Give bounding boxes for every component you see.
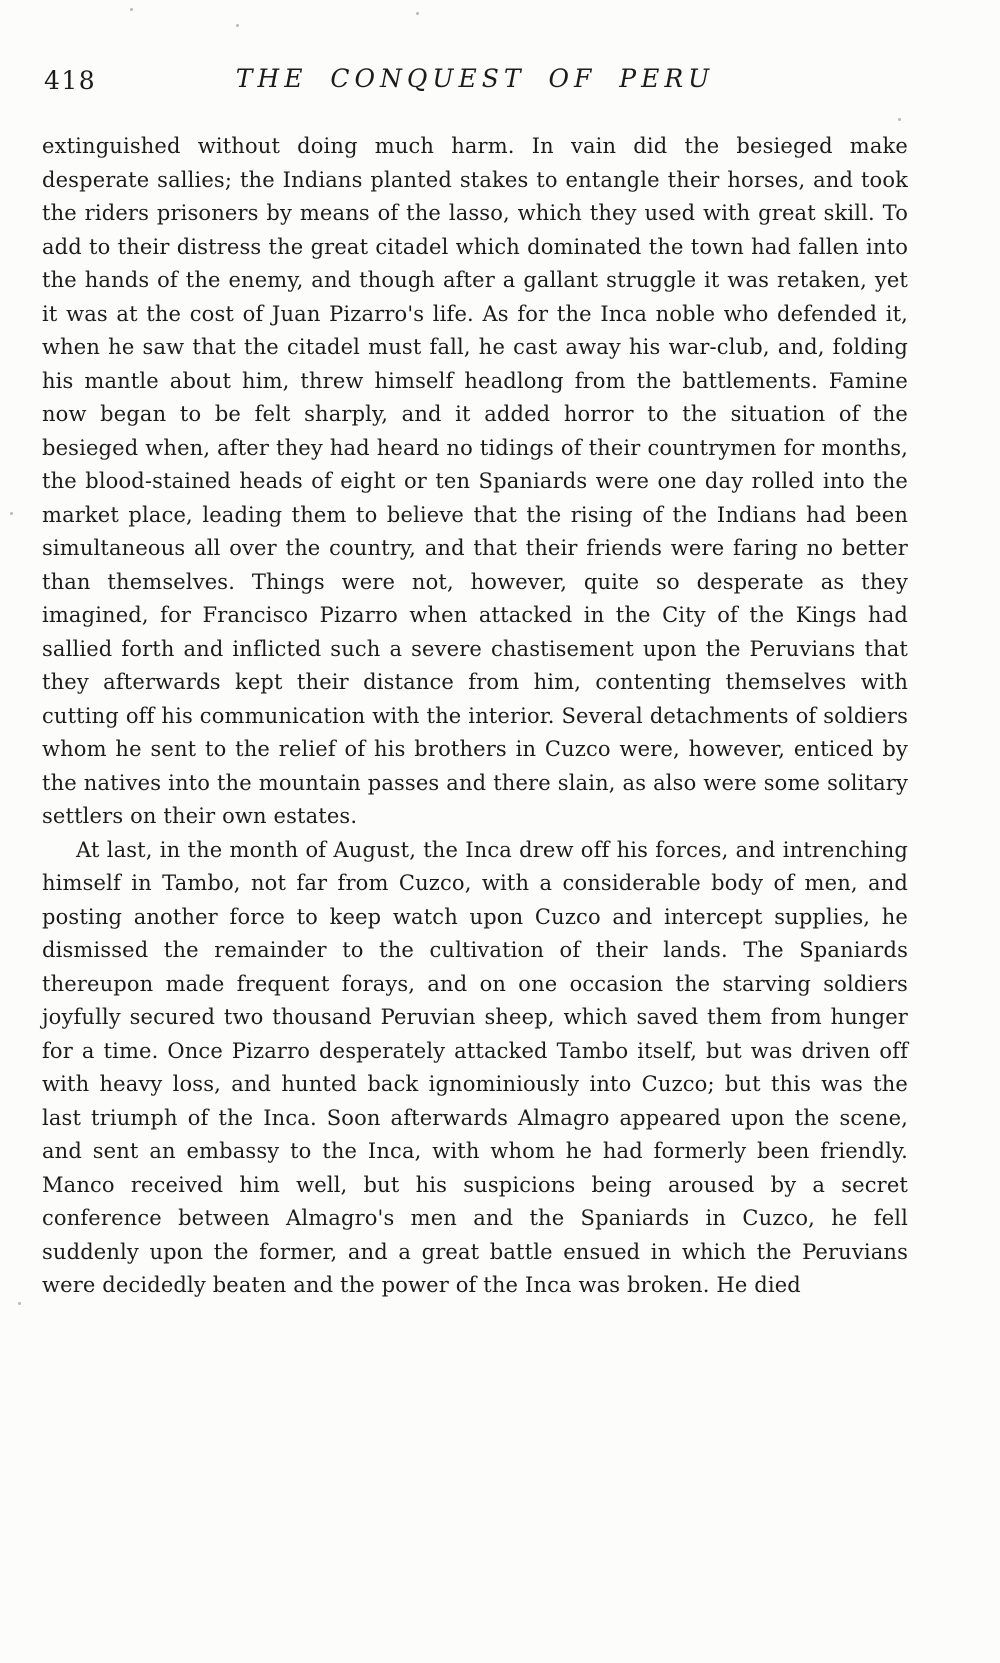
scan-speck: [236, 24, 239, 27]
page-body: [42, 130, 908, 1303]
paragraph-continuation: extinguished without doing much harm. In vain did the besieged make desperate sallies; the Indians planted stakes to entangle their horses, and took the riders prisoners by means of the lasso, which they used with great skill. To add to their distress the great citadel which dominated the town had fallen into the hands of the enemy, and though after a gallant struggle it was retaken, yet it was at the cost of Juan Pizarro's life. As for the Inca noble who defended it, when he saw that the citadel must fall, he cast away his war-club, and, folding his mantle about him, threw himself headlong from the battlements. Famine now began to be felt sharply, and it added horror to the situation of the besieged when, after they had heard no tidings of their countrymen for months, the blood-stained heads of eight or ten Spaniards were one day rolled into the market place, leading them to believe that the rising of the Indians had been simultaneous all over the country, and that their friends were faring no better than themselves. Things were not, however, quite so desperate as they imagined, for Francisco Pizarro when attacked in the City of the Kings had sallied forth and inflicted such a severe chastisement upon the Peruvians that they afterwards kept their distance from him, contenting themselves with cutting off his communication with the interior. Several detachments of soldiers whom he sent to the relief of his brothers in Cuzco were, however, enticed by the natives into the mountain passes and there slain, as also were some solitary settlers on their own estates.: [42, 134, 908, 828]
paragraph-new: At last, in the month of August, the Inca drew off his forces, and intrenching himself in Tambo, not far from Cuzco, with a considerable body of men, and posting another force to keep watch upon Cuzco and intercept supplies, he dismissed the remainder to the cultivation of their lands. The Spaniards thereupon made frequent forays, and on one occasion the starving soldiers joyfully secured two thousand Peruvian sheep, which saved them from hunger for a time. Once Pizarro desperately attacked Tambo itself, but was driven off with heavy loss, and hunted back ignominiously into Cuzco; but this was the last triumph of the Inca. Soon afterwards Almagro appeared upon the scene, and sent an embassy to the Inca, with whom he had formerly been friendly. Manco received him well, but his suspicions being aroused by a secret conference between Almagro's men and the Spaniards in Cuzco, he fell suddenly upon the former, and a great battle ensued in which the Peruvians were decidedly beaten and the power of the Inca was broken. He died: [42, 837, 908, 1297]
scan-speck: [18, 1302, 21, 1305]
running-head: [42, 64, 908, 106]
scan-speck: [416, 12, 419, 15]
scan-speck: [130, 8, 133, 11]
page-number: 418: [44, 66, 97, 95]
scan-speck: [898, 118, 901, 121]
running-title: THE CONQUEST OF PERU: [235, 64, 715, 93]
scan-speck: [10, 512, 13, 515]
